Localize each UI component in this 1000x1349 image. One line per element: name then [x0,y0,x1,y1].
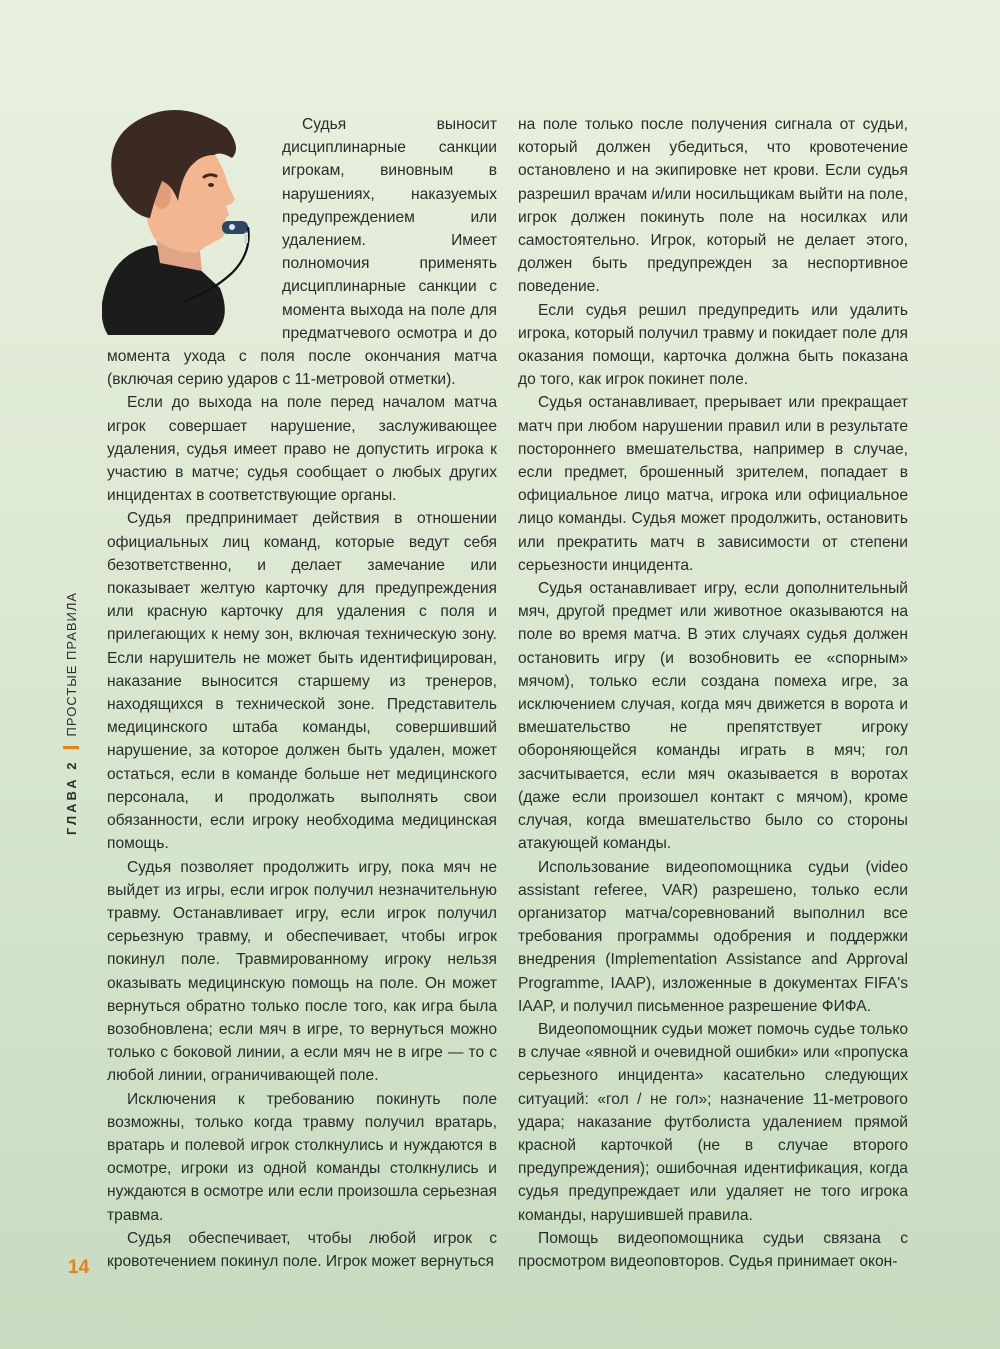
paragraph: Судья останавливает, прерывает или прекращает матч при любом нарушении правил или в результате постороннего вмешательства, например в случае, если предмет, брошенный зрителем, попадает в официальное лицо матча, игрока или официальное лицо команды. Судья может продолжить, остановить или прекратить матч в зависимости от степени серьезности инцидента. [518,394,908,574]
paragraph-continued: на поле только после получения сигнала от судьи, который должен убедиться, что кровотечение остановлено и на экипировке нет крови. Если судья разрешил врачам и/или носильщикам выйти на поле, игрок должен покинуть поле на носилках или самостоятельно. Игрок, который не делает этого, должен быть предупрежден за неспортивное поведение. [518,116,908,296]
paragraph: Видеопомощник судьи может помочь судье только в случае «явной и очевидной ошибки» или «пропуска серьезного инцидента» касательно следующих ситуаций: «гол / не гол»; назначение 11-метрового удара; наказание футболиста удалением прямой красной карточкой (не в случае второго предупреждения); ошибочная идентификация, когда судья предупреждает или удаляет не того игрока команды, нарушившей правила. [518,1020,908,1224]
paragraph: Судья останавливает игру, если дополнительный мяч, другой предмет или животное оказываются на поле во время матча. В этих случаях судья должен остановить игру (и возобновить ее «спорным» мячом), только если создана помеха игре, за исключением случая, когда мяч движется в ворота и вмешательство не препятствует игроку обороняющейся команды играть в мяч; гол засчитывается, если мяч оказывается в воротах (даже если произошел контакт с мячом), кроме случая, когда вмешательство было со стороны атакующей команды. [518,580,908,853]
paragraph: Исключения к требованию покинуть поле возможны, только когда травму получил вратарь, вратарь и полевой игрок столкнулись и нуждаются в осмотре, игроки из одной команды столкнулись и нуждаются в осмотре или если произошла серьезная травма. [107,1090,497,1224]
paragraph: Помощь видеопомощника судьи связана с просмотром видеоповторов. Судья принимает окон- [518,1229,908,1270]
page-number: 14 [68,1257,90,1278]
paragraph: Если судья решил предупредить или удалить игрока, который получил травму и покидает поле для оказания помощи, карточка должна быть показана до того, как игрок покинет поле. [518,301,908,389]
chapter-sidebar-label [63,592,79,835]
referee-whistle-illustration [102,103,282,335]
left-column [107,113,497,1273]
paragraph: Судья выносит дисциплинарные санкции игрокам, виновным в нарушениях, наказуемых предупреждением или удалением. Имеет полномочия применять дисциплинарные санкции с момента выхода на поле для предматчевого осмотра и до момента ухода с поля после окончания матча (включая серию ударов с 11-метровой отметки). [107,116,497,389]
paragraph: Судья предпринимает действия в отношении официальных лиц команд, которые ведут себя безответственно, и делает замечание или показывает желтую карточку для предупреждения или красную карточку для удаления с поля и прилегающих к нему зон, включая техническую зону. Если нарушитель не может быть идентифицирован, наказание выносится старшему из тренеров, находящихся в технической зоне. Представитель медицинского штаба команды, совершивший нарушение, за которое должен быть удален, может остаться, если в команде больше нет медицинского персонала, и продолжать выполнять свои обязанности, если игроку необходима медицинская помощь. [107,510,497,853]
paragraph: Если до выхода на поле перед началом матча игрок совершает нарушение, заслуживающее удаления, судья имеет право не допустить игрока к участию в матче; судья сообщает о любых других инцидентах в соответствующие органы. [107,394,497,505]
chapter-title: ПРОСТЫЕ ПРАВИЛА [63,591,79,737]
sidebar-divider [63,746,79,749]
right-column [518,113,908,1273]
paragraph: Использование видеопомощника судьи (video assistant referee, VAR) разрешено, только если организатор матча/соревнований выполнил все требования программы одобрения и поддержки внедрения (Implementation Assistance and Approval Programme, IAAP), изложенные в документах FIFA's IAAP, и получил письменное разрешение ФИФА. [518,858,908,1015]
paragraph: Судья позволяет продолжить игру, пока мяч не выйдет из игры, если игрок получил незначительную травму. Останавливает игру, если игрок получил серьезную травму, и обеспечивает, чтобы игрок покинул поле. Травмированному игроку нельзя оказывать медицинскую помощь на поле. Он может вернуться обратно только после того, как игра была возобновлена; если мяч в игре, то вернуться можно только с боковой линии, а если мяч не в игре — то с любой линии, ограничивающей поле. [107,858,497,1085]
paragraph: Судья обеспечивает, чтобы любой игрок с кровотечением покинул поле. Игрок может вернуться [107,1229,497,1270]
chapter-number: ГЛАВА 2 [63,759,79,835]
